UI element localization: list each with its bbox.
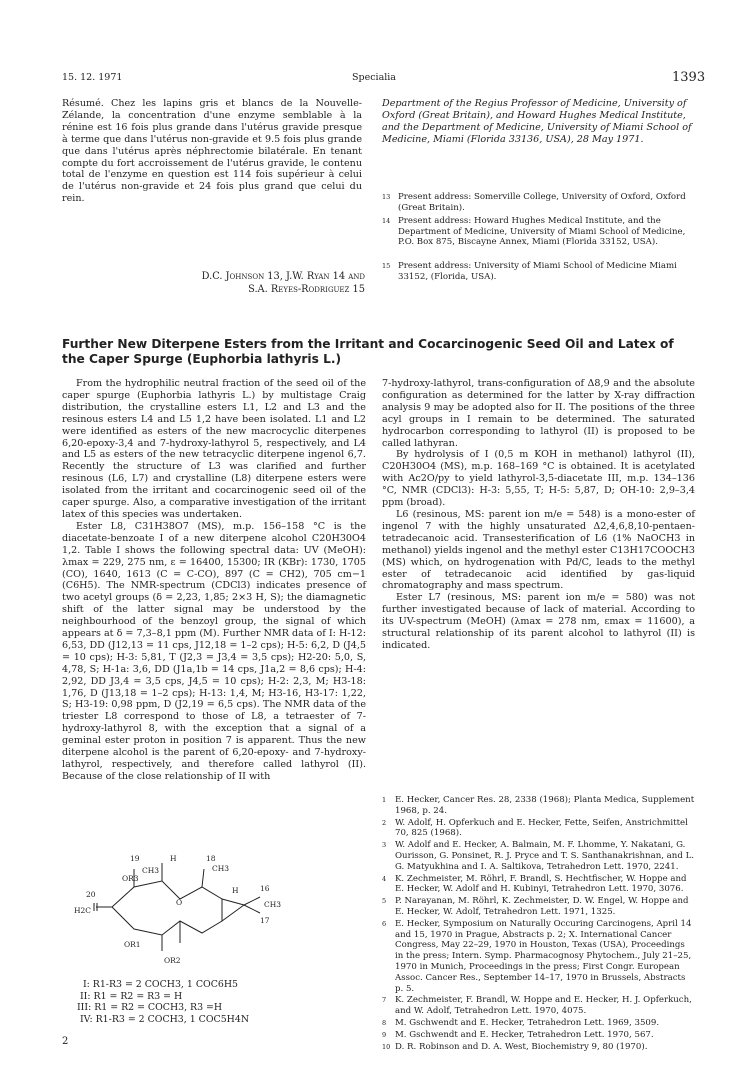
footer-page-number: 2 [62,1036,69,1047]
footnote-text: Present address: University of Miami School of Medicine Miami 33152, (Florida, USA). [398,261,677,282]
compound-list [74,968,249,1036]
header-journal: Specialia [352,72,396,83]
footnote-14 [382,216,695,248]
compound-item: I: R1-R3 = 2 COCH3, 1 COC6H5 [74,979,238,991]
label-h-top: H [170,854,177,863]
authors-line-2: S.A. Reyes-Rodriguez 15 [248,284,365,295]
resume-text: Résumé. Chez les lapins gris et blancs de la Nouvelle-Zélande, la concentration d'une enzyme semblable à la rénine est 16 fois plus grande dans l'utérus gravide presque à terme que dans l'utérus non-gravide et 9.5 fois plus grande que dans l'utérus après néphrectomie bilatérale. En tenant compte du fort accroissement de l'utérus gravide, le contenu total de l'enzyme en question est 114 fois supérieur à celui de l'utérus non-gravide et 24 fois plus grand que celui du rein. [62,98,362,205]
label-or1: OR1 [124,940,141,949]
reference-number: 1 [382,796,387,804]
reference-number: 9 [382,1030,387,1039]
reference-item [382,840,695,872]
reference-text: K. Zechmeister, F. Brandl, W. Hoppe and E. Hecker, H. J. Opferkuch, and W. Adolf, Tetrahedron Lett. 1970, 4075. [395,995,692,1017]
label-o: O [176,898,183,907]
header-page-number: 1393 [672,70,706,85]
label-c17: 17 [260,916,270,925]
reference-number: 3 [382,841,387,850]
label-c20: 20 [86,890,96,899]
paragraph: From the hydrophilic neutral fraction of the seed oil of the caper spurge (Euphorbia lathyris L.) by multistage Craig distribution, the crystalline esters L1, L2 and L3 and the resinous esters L4 and L5 1,2 have been isolated. L1 and L2 were identified as esters of the new macrocyclic diterpenes 6,20-epoxy-3,4 and 7-hydroxy-lathyrol 5, respectively, and L4 and L5 as esters of the new tetracyclic diterpene ingenol 6,7. Recently the structure of L3 was clarified and further resinous (L6, L7) and crystalline (L8) diterpene esters were isolated from the irritant and cocarcinogenic seed oil of the caper spurge. Also, a comparative investigation of the irritant latex of this species was undertaken. [62,378,366,520]
reference-item [382,818,695,840]
label-c16: 16 [260,884,270,893]
reference-text: W. Adolf, H. Opferkuch and E. Hecker, Fette, Seifen, Anstrichmittel 70, 825 (1968). [395,817,688,839]
label-ch3-b: CH3 [264,900,282,909]
reference-number: 2 [382,818,387,827]
reference-text: M. Gschwendt and E. Hecker, Tetrahedron Lett. 1970, 567. [395,1029,654,1040]
reference-item [382,919,695,995]
department-affiliation: Department of the Regius Professor of Medicine, University of Oxford (Great Britain), and Howard Hughes Medical Institute, and the Department of Medicine, University of Miami School of Medicine, Miami (Florida 33136, USA), 28 May 1971. [382,98,692,145]
authors-line-1: D.C. Johnson 13, J.W. Ryan 14 and [201,271,365,282]
paragraph: Ester L8, C31H38O7 (MS), m.p. 156–158 °C is the diacetate-benzoate I of a new diterpene alcohol C20H30O4 1,2. Table I shows the following spectral data: UV (MeOH): λmax = 229, 275 nm, ε = 16400, 15300; IR (KBr): 1730, 1705 (CO), 1640, 1613 (C = C-CO), 897 (C = CH2), 705 cm−1 (C6H5). The NMR-spectrum (CDCl3) indicates presence of two acetyl groups (δ = 2,23, 1,85; 2×3 H, S); the diamagnetic shift of the latter signal may be understood by the neighbourhood of the benzoyl group, the signal of which appears at δ = 7,3–8,1 ppm (M). Further NMR data of I: H-12: 6,53, DD (J12,13 = 11 cps, J12,18 = 1–2 cps); H-5: 6,2, D (J4,5 = 10 cps); H-3: 5,81, T (J2,3 = J3,4 = 3,5 cps); H2-20: 5,0, S, 4,78, S; H-1a: 3,6, DD (J1a,1b = 14 cps, J1a,2 = 8,6 cps); H-4: 2,92, DD J3,4 = 3,5 cps, J4,5 = 10 cps); H-2: 2,3, M; H3-18: 1,76, D (J13,18 = 1–2 cps); H-13: 1,4, M; H3-16, H3-17: 1,22, S; H3-19: 0,98 ppm, D (J2,19 = 6,5 cps). The NMR data of the triester L8 correspond to those of L8, a tetraester of 7-hydroxy-lathyrol 8, with the exception that a signal of a geminal ester proton in position 7 is apparent. Thus the new diterpene alcohol is the parent of 6,20-epoxy- and 7-hydroxy-lathyrol, respectively, and therefore called lathyrol (II). Because of the close relationship of II with [62,520,366,782]
reference-item [382,795,695,817]
reference-text: P. Narayanan, M. Röhrl, K. Zechmeister, D. W. Engel, W. Hoppe and E. Hecker, W. Adolf, Tetrahedron Lett. 1971, 1325. [395,896,689,917]
reference-item [382,1030,695,1041]
reference-text: E. Hecker, Cancer Res. 28, 2338 (1968); Planta Medica, Supplement 1968, p. 24. [395,795,695,816]
reference-text: M. Gschwendt and E. Hecker, Tetrahedron Lett. 1969, 3509. [395,1017,660,1028]
main-right-column [382,378,695,652]
label-ch3-18: CH3 [212,864,230,873]
reference-number: 4 [382,874,387,883]
compound-item: IV: R1-R3 = 2 COCH3, 1 COC5H4N [74,1013,250,1025]
label-h-mid: H [232,886,239,895]
reference-number: 8 [382,1018,387,1027]
footnote-number: 15 [382,262,391,270]
footnote-15 [382,261,695,282]
reference-number: 10 [382,1042,391,1051]
footnote-number: 13 [382,193,391,201]
resume-paragraph [62,98,362,205]
compound-item: II: R1 = R2 = R3 = H [74,990,183,1002]
structure-bonds [112,881,222,935]
authors-block [150,270,365,296]
paragraph: By hydrolysis of I (0,5 m KOH in methanol) lathyrol (II), C20H30O4 (MS), m.p. 168–169 °C is obtained. It is acetylated with Ac2O/py to yield lathyrol-3,5-diacetate III, m.p. 134–136 °C, NMR (CDCl3): H-3: 5,55, T; H-5: 5,87, D; OH-10: 2,9–3,4 ppm (broad). [382,449,695,509]
footnote-13 [382,192,695,213]
reference-item [382,995,695,1017]
reference-text: K. Zechmeister, M. Röhrl, F. Brandl, S. Hechtfischer, W. Hoppe and E. Hecker, W. Adolf and H. Kubinyi, Tetrahedron Lett. 1970, 3076. [395,873,687,895]
reference-number: 6 [382,919,387,928]
reference-item [382,874,695,896]
main-left-column [62,378,366,783]
reference-item [382,896,695,918]
reference-item [382,1042,695,1053]
footnote-text: Present address: Somerville College, University of Oxford, Oxford (Great Britain). [398,192,686,213]
header-date: 15. 12. 1971 [62,72,123,83]
paragraph: Ester L7 (resinous, MS: parent ion m/e = 580) was not further investigated because of lack of material. According to its UV-spectrum (MeOH) (λmax = 278 nm, εmax = 11600), a structural relationship of its parent alcohol to lathyrol (II) is indicated. [382,592,695,651]
article-title: Further New Diterpene Esters from the Irritant and Cocarcinogenic Seed Oil and Latex of the Caper Spurge (Euphorbia lathyris L.) [62,337,674,366]
reference-text: D. R. Robinson and D. A. West, Biochemistry 9, 80 (1970). [395,1041,648,1052]
label-h2c: H2C [74,906,92,915]
references-list [382,795,695,1053]
reference-number: 7 [382,996,387,1005]
reference-item [382,1018,695,1029]
reference-text: W. Adolf and E. Hecker, A. Balmain, M. F. Lhomme, Y. Nakatani, G. Ourisson, G. Ponsinet, R. J. Pryce and T. S. Santhanakrishnan, and L. G. Matyukhina and I. A. Saltikova, Tetrahedron Lett. 1970, 2241. [395,840,695,872]
reference-number: 5 [382,897,387,906]
label-or3: OR3 [122,874,139,883]
compound-item: III: R1 = R2 = COCH3, R3 =H [74,1002,223,1014]
label-ch3-a: CH3 [142,866,160,875]
paragraph: L6 (resinous, MS: parent ion m/e = 548) is a mono-ester of ingenol 7 with the highly unsaturated Δ2,4,6,8,10-pentaen-tetradecanoic acid. Transesterification of L6 (1% NaOCH3 in methanol) yields ingenol and the methyl ester C13H17COOCH3 (MS) which, on hydrogenation with Pd/C, leads to the methyl ester of tetradecanoic acid identified by gas-liquid chromatography and mass spectrum. [382,508,695,592]
label-c18: 18 [206,854,216,863]
reference-text: E. Hecker, Symposium on Naturally Occuring Carcinogens, April 14 and 15, 1970 in Prague, Abstracts p. 2; X. International Cancer Congress, May 22–29, 1970 in Houston, Texas (USA), Proceedings in the press; Intern. Symp. Pharmacognosy Phytochem., July 21–25, 1970 in Munich, Proceedings in the press; First Congr. European Assoc. Cancer Res., September 14–17, 1970 in Brussels, Abstracts p. 5. [395,918,692,994]
chemical-structure-diagram [72,847,294,967]
paragraph: 7-hydroxy-lathyrol, trans-configuration of Δ8,9 and the absolute configuration as determined for the latter by X-ray diffraction analysis 9 may be adopted also for II. The positions of the three acyl groups in I remain to be determined. The saturated hydrocarbon corresponding to lathyrol (II) is proposed to be called lathyran. [382,378,695,449]
label-c19: 19 [130,854,140,863]
label-or2: OR2 [164,956,181,965]
footnote-number: 14 [382,217,391,225]
footnote-text: Present address: Howard Hughes Medical Institute, and the Department of Medicine, University of Miami School of Medicine, P.O. Box 875, Biscayne Annex, Miami (Florida 33152, USA). [398,216,686,247]
